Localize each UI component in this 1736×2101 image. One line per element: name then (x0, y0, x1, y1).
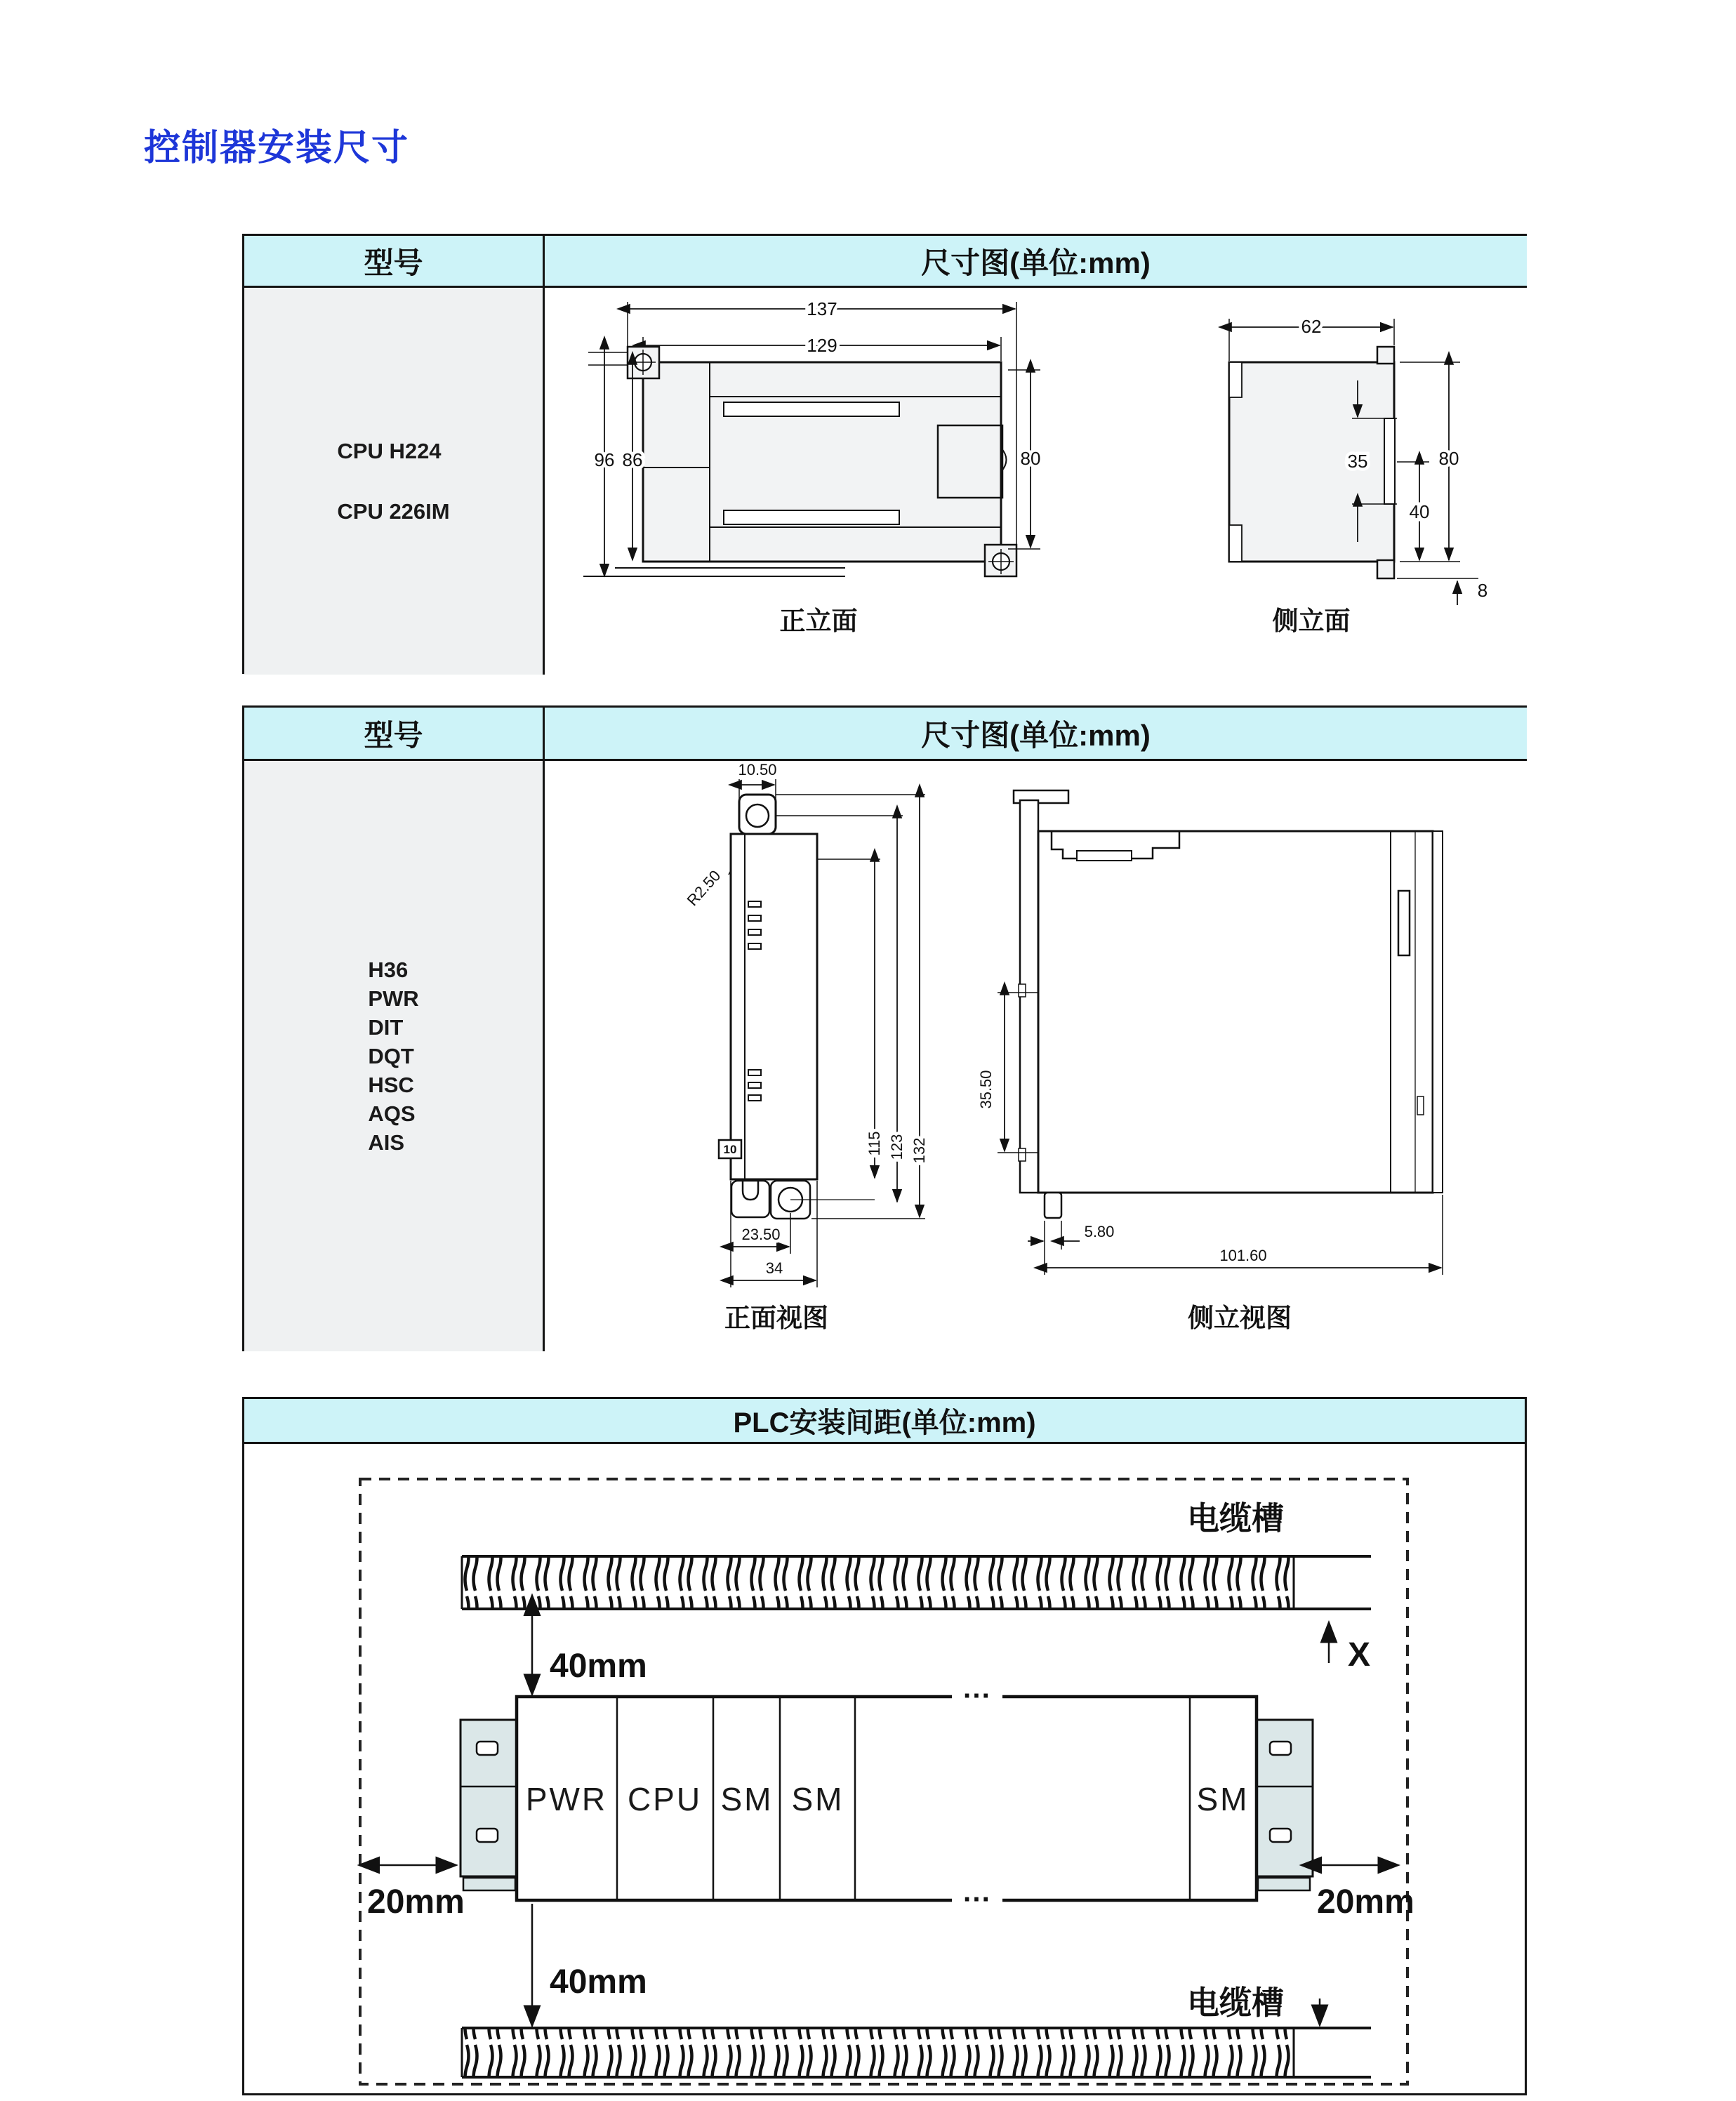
gap-top-40mm: 40mm (550, 1648, 647, 1685)
side-view-label: 侧立面 (1272, 607, 1351, 635)
dim-80-front: 80 (1020, 448, 1041, 469)
end-bracket-right (1257, 1720, 1313, 1890)
model-dqt: DQT (368, 1044, 414, 1068)
module-label-pwr: PWR (525, 1781, 608, 1817)
table1-header-dimension (545, 236, 1527, 288)
table2-drawing-cell (545, 761, 1527, 1351)
gap-left-20mm: 20mm (367, 1883, 465, 1921)
page-title: 控制器安装尺寸 (144, 128, 410, 168)
axis-x-marker: X (1347, 1636, 1371, 1673)
rack-break-dots-bottom: ··· (963, 1884, 991, 1915)
model-dit: DIT (368, 1015, 404, 1040)
model-ais: AIS (368, 1130, 405, 1155)
table-cpu-dimensions (242, 234, 1527, 674)
dim-23-50: 23.50 (741, 1226, 781, 1243)
dim-132: 132 (910, 1137, 928, 1164)
plc-spacing-panel (242, 1397, 1527, 2095)
table2-header-model-label: 型号 (364, 718, 423, 752)
dim-86: 86 (622, 449, 643, 470)
dim-62: 62 (1301, 316, 1322, 337)
gap-right-20mm: 20mm (1317, 1883, 1414, 1921)
dim-115: 115 (866, 1131, 883, 1156)
table1-header-model-label: 型号 (364, 246, 423, 279)
plc-spacing-header-label: PLC安装间距(单位:mm) (733, 1407, 1036, 1438)
cable-tray-bottom-label: 电缆槽 (1187, 1984, 1284, 2021)
module-side-view-label: 侧立视图 (1188, 1304, 1292, 1332)
gap-bottom-40mm: 40mm (550, 1963, 647, 2001)
module-label-sm2: SM (791, 1781, 844, 1817)
dim-clip-10: 10 (723, 1143, 737, 1156)
module-label-sm1: SM (720, 1781, 774, 1817)
table2-model-cell (244, 761, 545, 1351)
module-front-view-label: 正面视图 (724, 1304, 828, 1332)
model-aqs: AQS (368, 1101, 416, 1126)
table1-header-dimension-label: 尺寸图(单位:mm) (921, 246, 1151, 279)
dim-123: 123 (888, 1134, 906, 1160)
module-front-view (683, 761, 928, 1332)
side-elevation-drawing (1229, 316, 1487, 635)
model-h36: H36 (368, 957, 409, 982)
dim-129: 129 (807, 335, 837, 356)
front-elevation-drawing (583, 298, 1040, 635)
model-pwr: PWR (368, 986, 419, 1011)
module-label-sm3: SM (1196, 1781, 1250, 1817)
plc-spacing-header (244, 1399, 1525, 1444)
dim-80-side: 80 (1438, 448, 1459, 469)
dim-35-50: 35.50 (977, 1070, 995, 1109)
table2-header-dimension-label: 尺寸图(单位:mm) (921, 718, 1151, 752)
rack-break-dots-top: ··· (963, 1681, 991, 1711)
plc-spacing-diagram (244, 1444, 1525, 2093)
screw-ear-top-left (588, 347, 659, 378)
table1-model-cell (244, 288, 545, 675)
end-bracket-left (460, 1720, 517, 1890)
dim-8: 8 (1477, 580, 1488, 601)
dim-r2-50: R2.50 (683, 866, 724, 910)
table1-drawing-cell (545, 288, 1527, 675)
plc-module-rack (460, 1681, 1313, 1915)
dim-101-60: 101.60 (1219, 1247, 1267, 1264)
module-dimension-drawing (545, 761, 1527, 1351)
dim-34: 34 (765, 1259, 783, 1277)
cable-tray-top-label: 电缆槽 (1187, 1500, 1284, 1537)
table2-header-model (244, 708, 545, 761)
module-side-view (977, 790, 1443, 1332)
model-cpu-h224: CPU H224 (337, 438, 442, 463)
dim-5-80: 5.80 (1084, 1223, 1115, 1240)
front-view-label: 正立面 (779, 607, 858, 635)
dim-35: 35 (1347, 451, 1368, 472)
dim-137: 137 (807, 298, 837, 319)
table1-header-model (244, 236, 545, 288)
dim-40: 40 (1409, 501, 1430, 522)
model-hsc: HSC (368, 1073, 414, 1097)
table-module-dimensions (242, 705, 1527, 1351)
module-label-cpu: CPU (627, 1781, 703, 1817)
table2-header-dimension (545, 708, 1527, 761)
model-cpu-226im: CPU 226IM (337, 498, 450, 524)
cpu-dimension-drawing (545, 288, 1527, 675)
dim-10-50: 10.50 (738, 761, 777, 778)
dim-96: 96 (594, 449, 615, 470)
